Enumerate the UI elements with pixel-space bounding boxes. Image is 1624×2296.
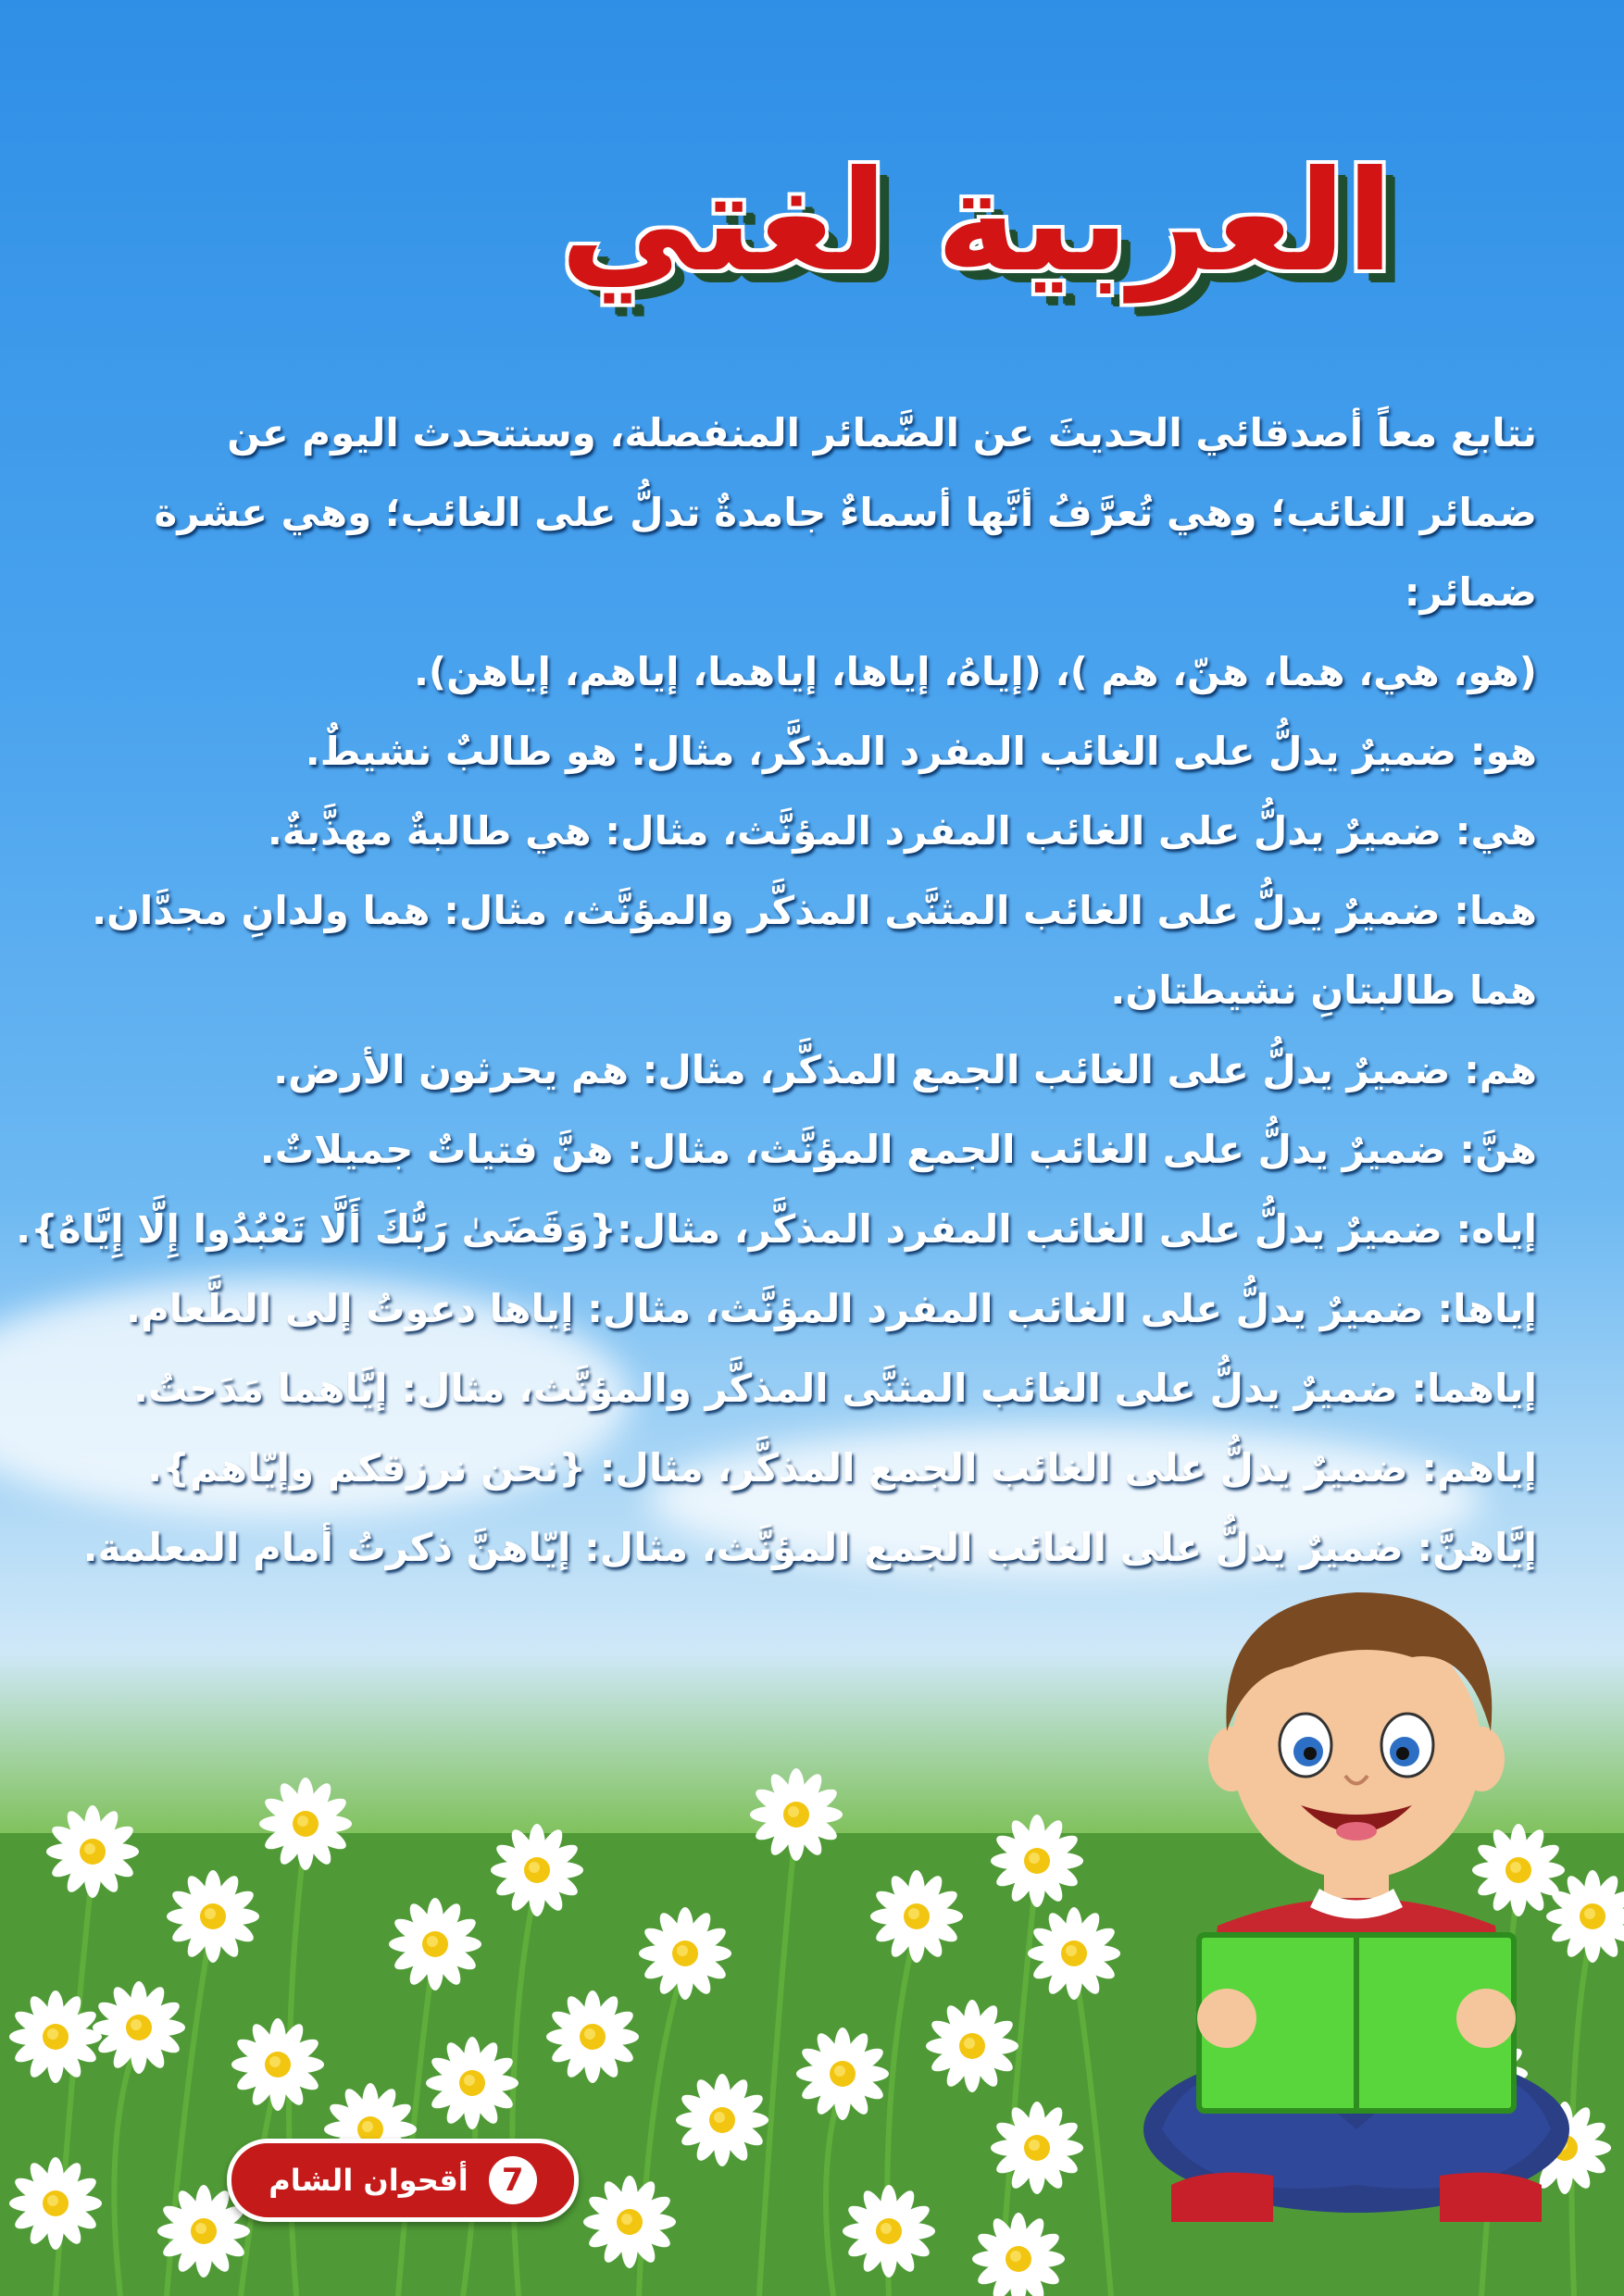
brand-label: أقحوان الشام	[269, 2163, 468, 2198]
paragraph-intro: نتابع معاً أصدقائي الحديثَ عن الضَّمائر المنفصلة، وسنتحدث اليوم عن ضمائر الغائب؛ وهي تُعرَّفُ أنَّها أسماءٌ جامدةٌ تدلُّ على الغائب؛ وهي عشرة ضمائر:	[154, 410, 1537, 615]
reading-boy-illustration	[1134, 1537, 1579, 2240]
paragraph-huma: هما: ضميرٌ يدلُّ على الغائب المثنَّى المذكَّر والمؤنَّث، مثال: هما ولدانِ مجدَّان.	[92, 888, 1537, 933]
paragraph-hum: هم: ضميرٌ يدلُّ على الغائب الجمع المذكَّر، مثال: هم يحرثون الأرض.	[273, 1047, 1537, 1092]
page-badge	[227, 2139, 579, 2222]
lesson-text	[16, 393, 1537, 1588]
paragraph-hiya: هي: ضميرٌ يدلُّ على الغائب المفرد المؤنَّث، مثال: هي طالبةٌ مهذَّبةٌ.	[267, 808, 1537, 854]
paragraph-iyyahu: إياه: ضميرٌ يدلُّ على الغائب المفرد المذكَّر، مثال:{وَقَضَىٰ رَبُّكَ أَلَّا تَعْبُدُوا إِلَّا إِيَّاهُ}.	[16, 1206, 1537, 1252]
paragraph-iyyahum: إياهم: ضميرٌ يدلُّ على الغائب الجمع المذكَّر، مثال: {نحن نرزقكم وإيّاهم}.	[147, 1445, 1537, 1491]
page-title: العربية لغتي	[559, 142, 1394, 303]
page-number: 7	[489, 2156, 537, 2204]
paragraph-pronoun-list: (هو، هي، هما، هنّ، هم )، (إياهُ، إياها، إياهما، إياهم، إياهن).	[413, 649, 1537, 694]
paragraph-hunna: هنَّ: ضميرٌ يدلُّ على الغائب الجمع المؤنَّث، مثال: هنَّ فتياتٌ جميلاتٌ.	[259, 1127, 1537, 1172]
paragraph-huma-example: هما طالبتانِ نشيطتان.	[1110, 967, 1537, 1013]
paragraph-iyyaha: إياها: ضميرٌ يدلُّ على الغائب المفرد المؤنَّث، مثال: إياها دعوتُ إلى الطَّعام.	[126, 1286, 1537, 1331]
paragraph-iyyahunna: إيَّاهنَّ: ضميرٌ يدلُّ على الغائب الجمع المؤنَّث، مثال: إيّاهنَّ ذكرتُ أمام المعلمة.	[82, 1525, 1537, 1570]
paragraph-iyyahuma: إياهما: ضميرٌ يدلُّ على الغائب المثنَّى المذكَّر والمؤنَّث، مثال: إيَّاهما مَدَحتُ.	[133, 1366, 1537, 1411]
paragraph-huwa: هو: ضميرٌ يدلُّ على الغائب المفرد المذكَّر، مثال: هو طالبٌ نشيطٌ.	[305, 729, 1537, 774]
